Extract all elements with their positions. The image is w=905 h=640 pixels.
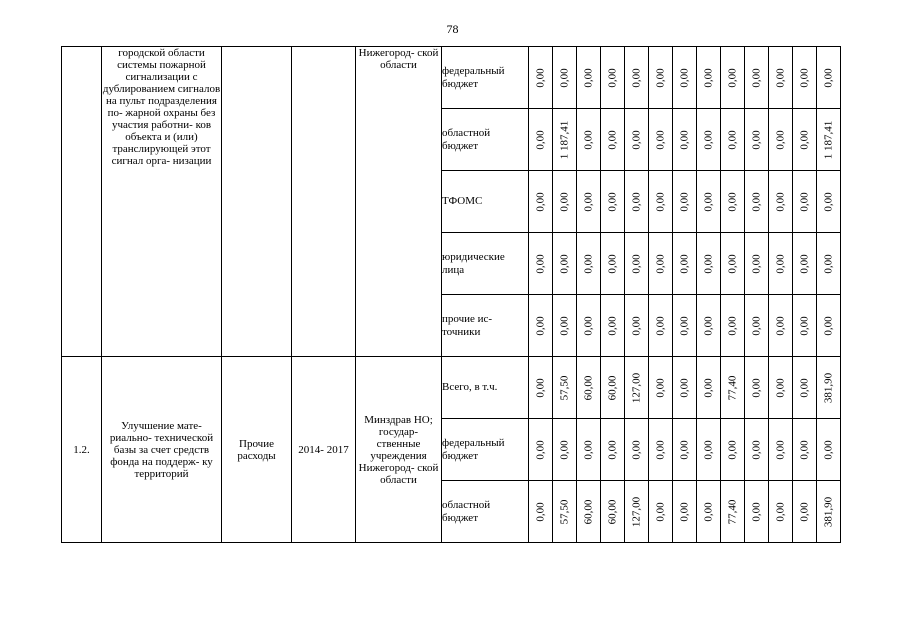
cell-value: 0,00 (630, 129, 642, 150)
value-cell (529, 295, 553, 357)
funding-source: Всего, в т.ч. (442, 357, 529, 419)
value-cell (673, 419, 697, 481)
cell-value: 0,00 (774, 377, 786, 398)
value-cell (793, 109, 817, 171)
cell-value: 60,00 (582, 375, 594, 400)
value-cell (529, 109, 553, 171)
value-cell (601, 109, 625, 171)
cell-value: 0,00 (558, 253, 570, 274)
item-number (62, 47, 102, 357)
cell-value: 0,00 (750, 253, 762, 274)
funding-source: юридические лица (442, 233, 529, 295)
value-cell (745, 295, 769, 357)
cell-value: 0,00 (558, 67, 570, 88)
value-cell (817, 109, 841, 171)
value-cell (529, 419, 553, 481)
value-cell (649, 47, 673, 109)
cell-value: 0,00 (606, 315, 618, 336)
value-cell (529, 481, 553, 543)
cell-value: 0,00 (654, 253, 666, 274)
value-cell (817, 47, 841, 109)
cell-value: 0,00 (750, 439, 762, 460)
value-cell (769, 47, 793, 109)
cell-value: 0,00 (798, 377, 810, 398)
value-cell (697, 233, 721, 295)
value-cell (745, 481, 769, 543)
cell-value: 0,00 (798, 67, 810, 88)
value-cell (601, 295, 625, 357)
value-cell (793, 357, 817, 419)
cell-value: 0,00 (606, 253, 618, 274)
value-cell (553, 47, 577, 109)
value-cell (553, 171, 577, 233)
cell-value: 0,00 (774, 439, 786, 460)
value-cell (817, 481, 841, 543)
cell-value: 0,00 (774, 191, 786, 212)
value-cell (553, 109, 577, 171)
table-row (62, 47, 841, 109)
cell-value: 0,00 (678, 439, 690, 460)
value-cell (625, 419, 649, 481)
table-body (62, 47, 841, 543)
value-cell (817, 171, 841, 233)
executor: Минздрав НО; государ- ственные учреждения Нижегород- ской области (356, 357, 442, 543)
value-cell (697, 357, 721, 419)
value-cell (793, 233, 817, 295)
cell-value: 0,00 (798, 439, 810, 460)
value-cell (673, 295, 697, 357)
value-cell (697, 109, 721, 171)
cell-value: 0,00 (630, 315, 642, 336)
value-cell (553, 481, 577, 543)
cell-value: 0,00 (678, 377, 690, 398)
cell-value: 0,00 (678, 315, 690, 336)
cell-value: 0,00 (822, 315, 834, 336)
cell-value: 0,00 (534, 439, 546, 460)
cell-value: 0,00 (750, 67, 762, 88)
cell-value: 0,00 (582, 439, 594, 460)
funding-source: ТФОМС (442, 171, 529, 233)
cell-value: 0,00 (630, 67, 642, 88)
value-cell (577, 481, 601, 543)
cell-value: 57,50 (558, 375, 570, 400)
value-cell (697, 171, 721, 233)
cell-value: 0,00 (606, 439, 618, 460)
value-cell (577, 295, 601, 357)
cell-value: 0,00 (798, 501, 810, 522)
cell-value: 0,00 (654, 129, 666, 150)
cell-value: 0,00 (534, 501, 546, 522)
value-cell (577, 171, 601, 233)
cell-value: 0,00 (582, 191, 594, 212)
value-cell (697, 481, 721, 543)
value-cell (625, 481, 649, 543)
value-cell (577, 109, 601, 171)
value-cell (625, 233, 649, 295)
cell-value: 0,00 (726, 67, 738, 88)
value-cell (793, 295, 817, 357)
cell-value: 60,00 (606, 499, 618, 524)
value-cell (577, 357, 601, 419)
cell-value: 0,00 (582, 129, 594, 150)
value-cell (793, 419, 817, 481)
program-activities-table (61, 46, 841, 543)
value-cell (601, 47, 625, 109)
cell-value: 0,00 (726, 129, 738, 150)
cell-value: 0,00 (630, 253, 642, 274)
cell-value: 0,00 (702, 315, 714, 336)
cell-value: 0,00 (750, 191, 762, 212)
value-cell (577, 233, 601, 295)
funding-source: федеральный бюджет (442, 419, 529, 481)
value-cell (745, 171, 769, 233)
value-cell (529, 233, 553, 295)
cell-value: 0,00 (750, 129, 762, 150)
value-cell (793, 171, 817, 233)
funding-source: федеральный бюджет (442, 47, 529, 109)
cell-value: 0,00 (582, 315, 594, 336)
value-cell (793, 47, 817, 109)
expense-type (222, 47, 292, 357)
cell-value: 0,00 (654, 501, 666, 522)
cell-value: 0,00 (726, 315, 738, 336)
value-cell (553, 233, 577, 295)
value-cell (649, 481, 673, 543)
value-cell (769, 357, 793, 419)
value-cell (649, 109, 673, 171)
value-cell (721, 357, 745, 419)
value-cell (529, 47, 553, 109)
cell-value: 0,00 (534, 129, 546, 150)
value-cell (721, 47, 745, 109)
value-cell (721, 233, 745, 295)
value-cell (697, 419, 721, 481)
value-cell (769, 295, 793, 357)
value-cell (769, 171, 793, 233)
value-cell (817, 233, 841, 295)
cell-value: 60,00 (606, 375, 618, 400)
cell-value: 0,00 (702, 439, 714, 460)
cell-value: 0,00 (654, 377, 666, 398)
cell-value: 0,00 (678, 67, 690, 88)
value-cell (745, 109, 769, 171)
cell-value: 0,00 (702, 129, 714, 150)
value-cell (769, 419, 793, 481)
cell-value: 381,90 (822, 496, 834, 527)
cell-value: 0,00 (558, 191, 570, 212)
value-cell (649, 171, 673, 233)
value-cell (625, 295, 649, 357)
cell-value: 0,00 (534, 191, 546, 212)
cell-value: 0,00 (750, 315, 762, 336)
cell-value: 0,00 (726, 253, 738, 274)
cell-value: 1 187,41 (822, 120, 834, 159)
cell-value: 0,00 (678, 501, 690, 522)
value-cell (553, 419, 577, 481)
cell-value: 0,00 (558, 315, 570, 336)
cell-value: 0,00 (822, 439, 834, 460)
cell-value: 0,00 (654, 315, 666, 336)
cell-value: 0,00 (774, 129, 786, 150)
funding-source: областной бюджет (442, 109, 529, 171)
value-cell (625, 47, 649, 109)
cell-value: 0,00 (798, 129, 810, 150)
cell-value: 0,00 (534, 253, 546, 274)
cell-value: 0,00 (726, 439, 738, 460)
cell-value: 0,00 (630, 191, 642, 212)
cell-value: 0,00 (774, 253, 786, 274)
value-cell (649, 419, 673, 481)
implementation-period: 2014- 2017 (292, 357, 356, 543)
value-cell (601, 233, 625, 295)
cell-value: 381,90 (822, 372, 834, 403)
expense-type: Прочие расходы (222, 357, 292, 543)
cell-value: 0,00 (678, 129, 690, 150)
value-cell (745, 233, 769, 295)
cell-value: 0,00 (606, 67, 618, 88)
cell-value: 0,00 (702, 67, 714, 88)
value-cell (673, 233, 697, 295)
implementation-period (292, 47, 356, 357)
value-cell (577, 419, 601, 481)
cell-value: 60,00 (582, 499, 594, 524)
cell-value: 127,00 (630, 496, 642, 527)
value-cell (601, 171, 625, 233)
cell-value: 0,00 (798, 191, 810, 212)
cell-value: 0,00 (726, 191, 738, 212)
value-cell (529, 357, 553, 419)
value-cell (721, 171, 745, 233)
cell-value: 0,00 (558, 439, 570, 460)
value-cell (721, 109, 745, 171)
value-cell (673, 171, 697, 233)
value-cell (721, 481, 745, 543)
value-cell (769, 481, 793, 543)
cell-value: 0,00 (630, 439, 642, 460)
value-cell (817, 295, 841, 357)
cell-value: 0,00 (678, 191, 690, 212)
value-cell (649, 357, 673, 419)
cell-value: 0,00 (750, 501, 762, 522)
value-cell (745, 419, 769, 481)
executor: Нижегород- ской области (356, 47, 442, 357)
value-cell (625, 171, 649, 233)
cell-value: 0,00 (582, 67, 594, 88)
value-cell (697, 295, 721, 357)
value-cell (721, 295, 745, 357)
cell-value: 0,00 (582, 253, 594, 274)
cell-value: 0,00 (822, 67, 834, 88)
value-cell (649, 233, 673, 295)
value-cell (673, 481, 697, 543)
value-cell (673, 357, 697, 419)
cell-value: 77,40 (726, 375, 738, 400)
item-number: 1.2. (62, 357, 102, 543)
value-cell (793, 481, 817, 543)
cell-value: 1 187,41 (558, 120, 570, 159)
cell-value: 0,00 (606, 129, 618, 150)
cell-value: 0,00 (774, 501, 786, 522)
value-cell (817, 357, 841, 419)
cell-value: 0,00 (702, 377, 714, 398)
value-cell (697, 47, 721, 109)
cell-value: 0,00 (702, 501, 714, 522)
value-cell (721, 419, 745, 481)
cell-value: 0,00 (678, 253, 690, 274)
cell-value: 0,00 (654, 439, 666, 460)
cell-value: 0,00 (654, 67, 666, 88)
cell-value: 0,00 (702, 191, 714, 212)
cell-value: 127,00 (630, 372, 642, 403)
value-cell (649, 295, 673, 357)
cell-value: 0,00 (798, 253, 810, 274)
cell-value: 0,00 (534, 67, 546, 88)
cell-value: 77,40 (726, 499, 738, 524)
value-cell (745, 47, 769, 109)
funding-source: областной бюджет (442, 481, 529, 543)
table-row (62, 357, 841, 419)
value-cell (529, 171, 553, 233)
value-cell (625, 357, 649, 419)
funding-source: прочие ис- точники (442, 295, 529, 357)
value-cell (601, 419, 625, 481)
cell-value: 0,00 (606, 191, 618, 212)
value-cell (673, 47, 697, 109)
cell-value: 0,00 (798, 315, 810, 336)
value-cell (769, 109, 793, 171)
cell-value: 0,00 (822, 253, 834, 274)
value-cell (673, 109, 697, 171)
cell-value: 0,00 (654, 191, 666, 212)
value-cell (625, 109, 649, 171)
value-cell (769, 233, 793, 295)
value-cell (601, 357, 625, 419)
value-cell (745, 357, 769, 419)
page-number: 78 (446, 22, 459, 36)
cell-value: 0,00 (750, 377, 762, 398)
value-cell (553, 357, 577, 419)
value-cell (817, 419, 841, 481)
cell-value: 0,00 (534, 377, 546, 398)
activity-description: Улучшение мате- риально- технической базы за счет средств фонда на поддерж- ку территорий (102, 357, 222, 543)
cell-value: 0,00 (534, 315, 546, 336)
value-cell (553, 295, 577, 357)
cell-value: 57,50 (558, 499, 570, 524)
value-cell (577, 47, 601, 109)
cell-value: 0,00 (774, 315, 786, 336)
value-cell (601, 481, 625, 543)
cell-value: 0,00 (822, 191, 834, 212)
cell-value: 0,00 (774, 67, 786, 88)
activity-description: городской области системы пожарной сигнализации с дублированием сигналов на пульт подразделения по- жарной охраны без участия работни- ков объекта и (или) транслирующей этот сигнал орга- низации (102, 47, 222, 357)
cell-value: 0,00 (702, 253, 714, 274)
